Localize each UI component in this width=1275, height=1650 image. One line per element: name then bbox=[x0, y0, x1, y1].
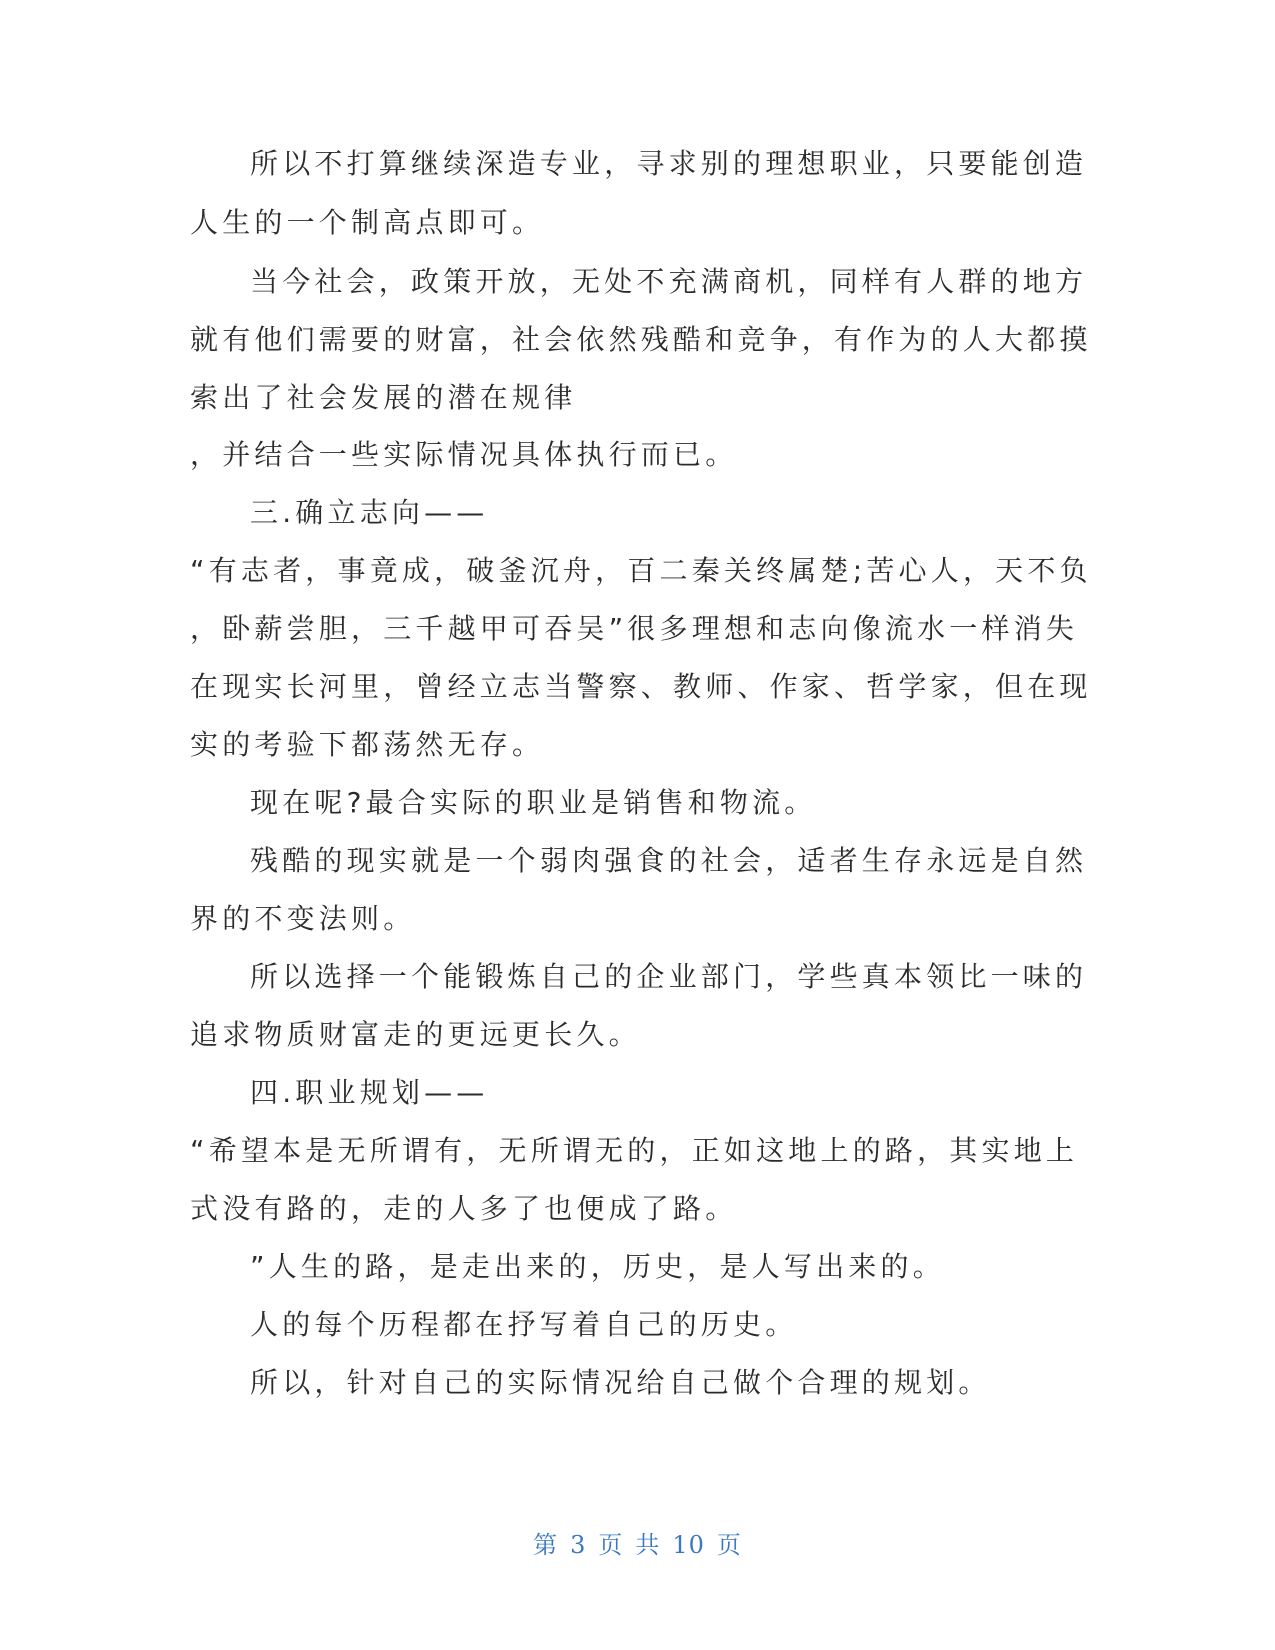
section-heading: 三.确立志向—— bbox=[250, 496, 489, 529]
footer-suffix: 页 bbox=[716, 1531, 742, 1559]
paragraph-line: 在现实长河里，曾经立志当警察、教师、作家、哲学家，但在现 bbox=[190, 670, 1092, 703]
paragraph-line: 实的考验下都荡然无存。 bbox=[190, 728, 545, 761]
paragraph-line: 人生的一个制高点即可。 bbox=[190, 206, 545, 239]
paragraph-line: 现在呢?最合实际的职业是销售和物流。 bbox=[250, 786, 817, 819]
paragraph-line: 所以，针对自己的实际情况给自己做个合理的规划。 bbox=[250, 1366, 991, 1399]
paragraph-line: ，并结合一些实际情况具体执行而已。 bbox=[190, 438, 738, 471]
paragraph-line: 索出了社会发展的潜在规律 bbox=[190, 381, 577, 414]
footer-prefix: 第 bbox=[533, 1531, 559, 1559]
footer-current-page: 3 bbox=[570, 1531, 587, 1559]
paragraph-line: ，卧薪尝胆，三千越甲可吞吴”很多理想和志向像流水一样消失 bbox=[190, 612, 1079, 645]
paragraph-line: 所以选择一个能锻炼自己的企业部门，学些真本领比一味的 bbox=[250, 960, 1088, 993]
footer-total-word: 共 bbox=[635, 1531, 661, 1559]
paragraph-line: 追求物质财富走的更远更长久。 bbox=[190, 1018, 641, 1051]
paragraph-line: 式没有路的，走的人多了也便成了路。 bbox=[190, 1192, 738, 1225]
section-heading: 四.职业规划—— bbox=[250, 1076, 489, 1109]
paragraph-line: 当今社会，政策开放，无处不充满商机，同样有人群的地方 bbox=[250, 265, 1088, 298]
paragraph-line: 界的不变法则。 bbox=[190, 902, 416, 935]
footer-page-word: 页 bbox=[598, 1531, 624, 1559]
paragraph-line: ”人生的路，是走出来的，历史，是人写出来的。 bbox=[250, 1250, 945, 1283]
footer-total-pages: 10 bbox=[672, 1531, 705, 1559]
page-footer bbox=[0, 1525, 1275, 1560]
paragraph-line: “有志者，事竟成，破釜沉舟，百二秦关终属楚;苦心人，天不负 bbox=[190, 554, 1092, 587]
paragraph-line: 就有他们需要的财富，社会依然残酷和竞争，有作为的人大都摸 bbox=[190, 323, 1092, 356]
paragraph-line: 所以不打算继续深造专业，寻求别的理想职业，只要能创造 bbox=[250, 147, 1088, 180]
paragraph-line: “希望本是无所谓有，无所谓无的，正如这地上的路，其实地上 bbox=[190, 1134, 1079, 1167]
paragraph-line: 人的每个历程都在抒写着自己的历史。 bbox=[250, 1308, 798, 1341]
paragraph-line: 残酷的现实就是一个弱肉强食的社会，适者生存永远是自然 bbox=[250, 844, 1088, 877]
